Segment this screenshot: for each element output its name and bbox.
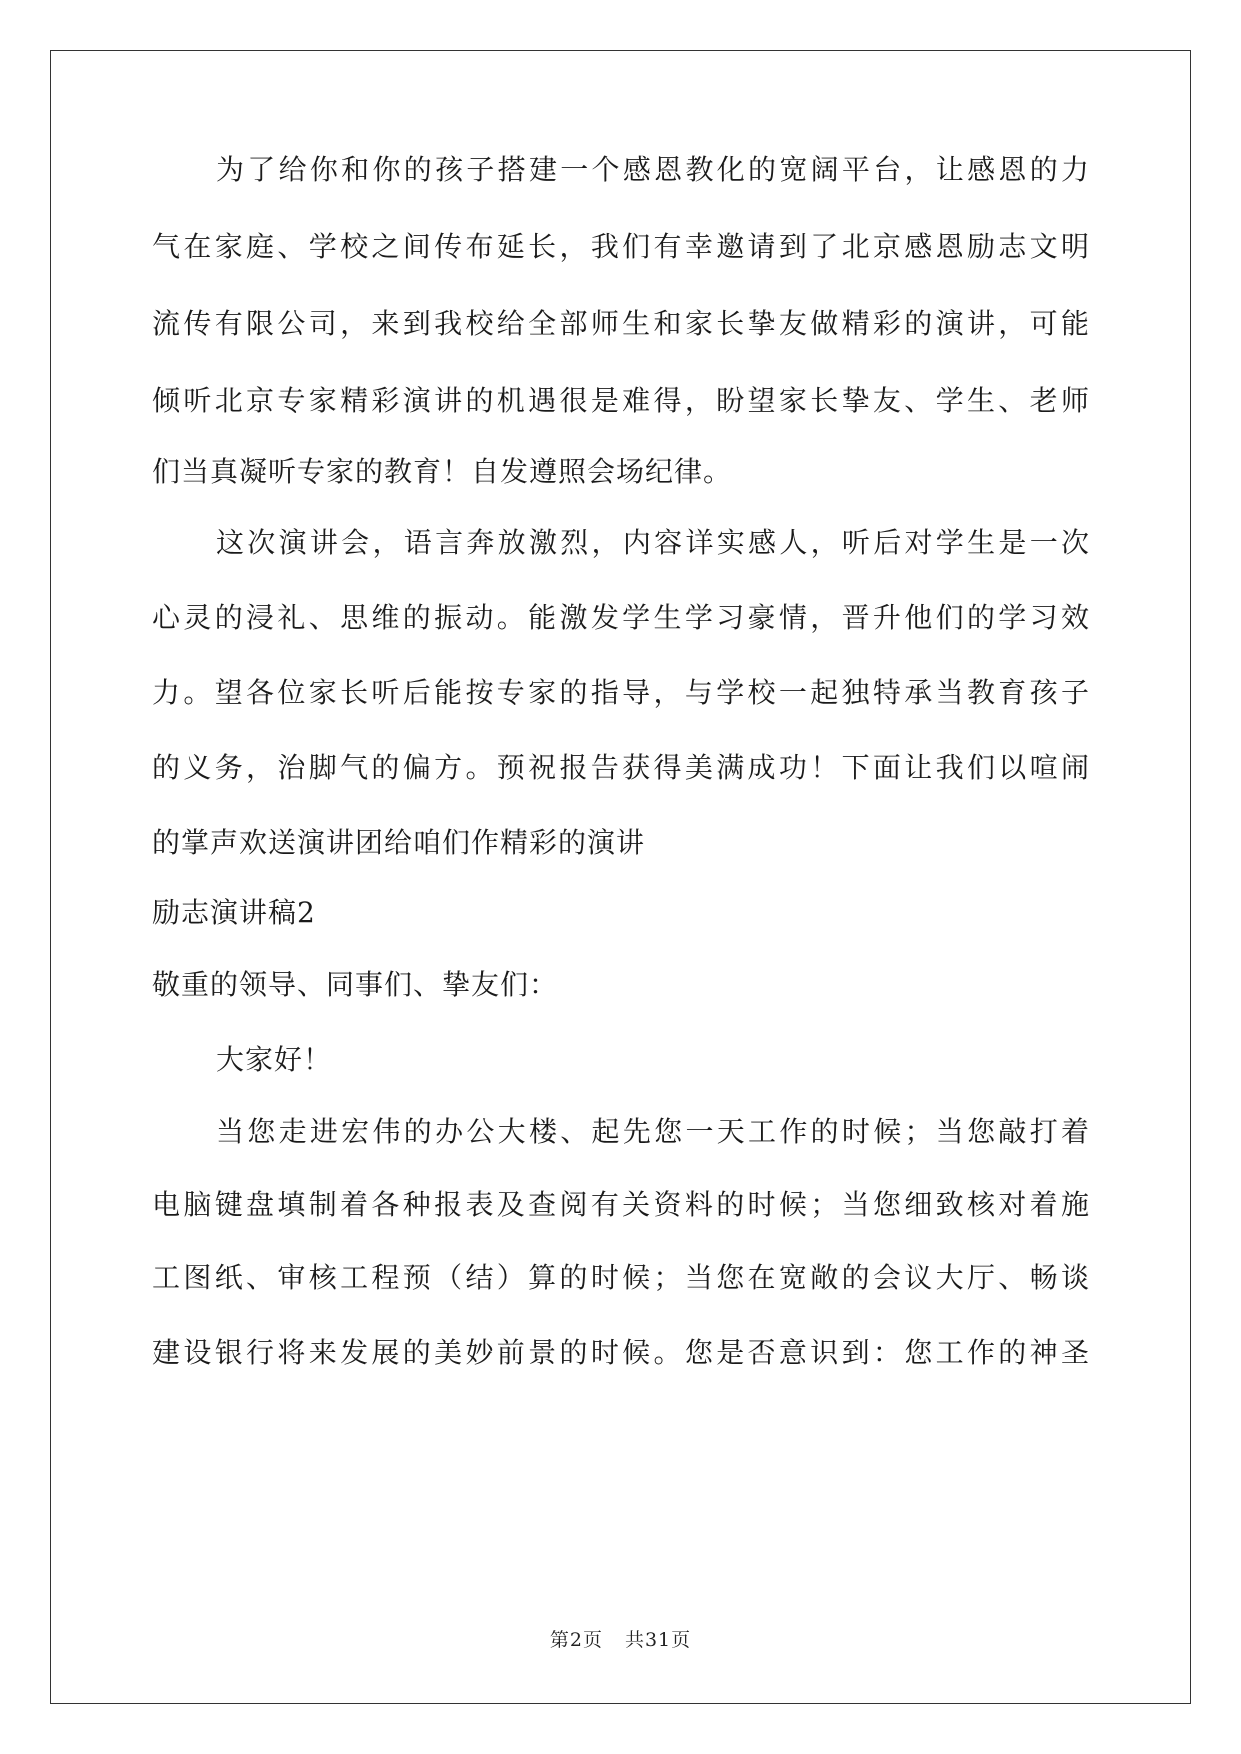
page-total: 共31页	[624, 1629, 692, 1651]
paragraph-2-line-3: 力。望各位家长听后能按专家的指导，与学校一起独特承当教育孩子	[152, 676, 1089, 709]
salutation: 敬重的领导、同事们、挚友们：	[152, 968, 559, 1001]
greeting: 大家好！	[216, 1043, 333, 1076]
paragraph-3-line-2: 电脑键盘填制着各种报表及查阅有关资料的时候；当您细致核对着施	[152, 1188, 1089, 1221]
section-heading: 励志演讲稿2	[152, 896, 316, 929]
paragraph-1-line-3: 流传有限公司，来到我校给全部师生和家长挚友做精彩的演讲，可能	[152, 307, 1089, 340]
paragraph-1-line-5: 们当真凝听专家的教育！自发遵照会场纪律。	[152, 455, 733, 488]
page-number: 第2页	[549, 1629, 603, 1651]
paragraph-3-line-3: 工图纸、审核工程预（结）算的时候；当您在宽敞的会议大厅、畅谈	[152, 1261, 1089, 1294]
paragraph-2-line-2: 心灵的浸礼、思维的振动。能激发学生学习豪情，晋升他们的学习效	[152, 601, 1089, 634]
paragraph-1-line-2: 气在家庭、学校之间传布延长，我们有幸邀请到了北京感恩励志文明	[152, 230, 1089, 263]
paragraph-2-line-4: 的义务，治脚气的偏方。预祝报告获得美满成功！下面让我们以喧闹	[152, 751, 1089, 784]
paragraph-2-line-1: 这次演讲会，语言奔放激烈，内容详实感人，听后对学生是一次	[216, 526, 1089, 559]
paragraph-3-line-4: 建设银行将来发展的美妙前景的时候。您是否意识到：您工作的神圣	[152, 1336, 1089, 1369]
page-border	[50, 50, 1191, 1704]
paragraph-2-line-5: 的掌声欢送演讲团给咱们作精彩的演讲	[152, 826, 646, 859]
paragraph-1-line-4: 倾听北京专家精彩演讲的机遇很是难得，盼望家长挚友、学生、老师	[152, 384, 1089, 417]
paragraph-3-line-1: 当您走进宏伟的办公大楼、起先您一天工作的时候；当您敲打着	[216, 1115, 1089, 1148]
paragraph-1-line-1: 为了给你和你的孩子搭建一个感恩教化的宽阔平台，让感恩的力	[216, 153, 1089, 186]
page-footer	[0, 1628, 1241, 1652]
